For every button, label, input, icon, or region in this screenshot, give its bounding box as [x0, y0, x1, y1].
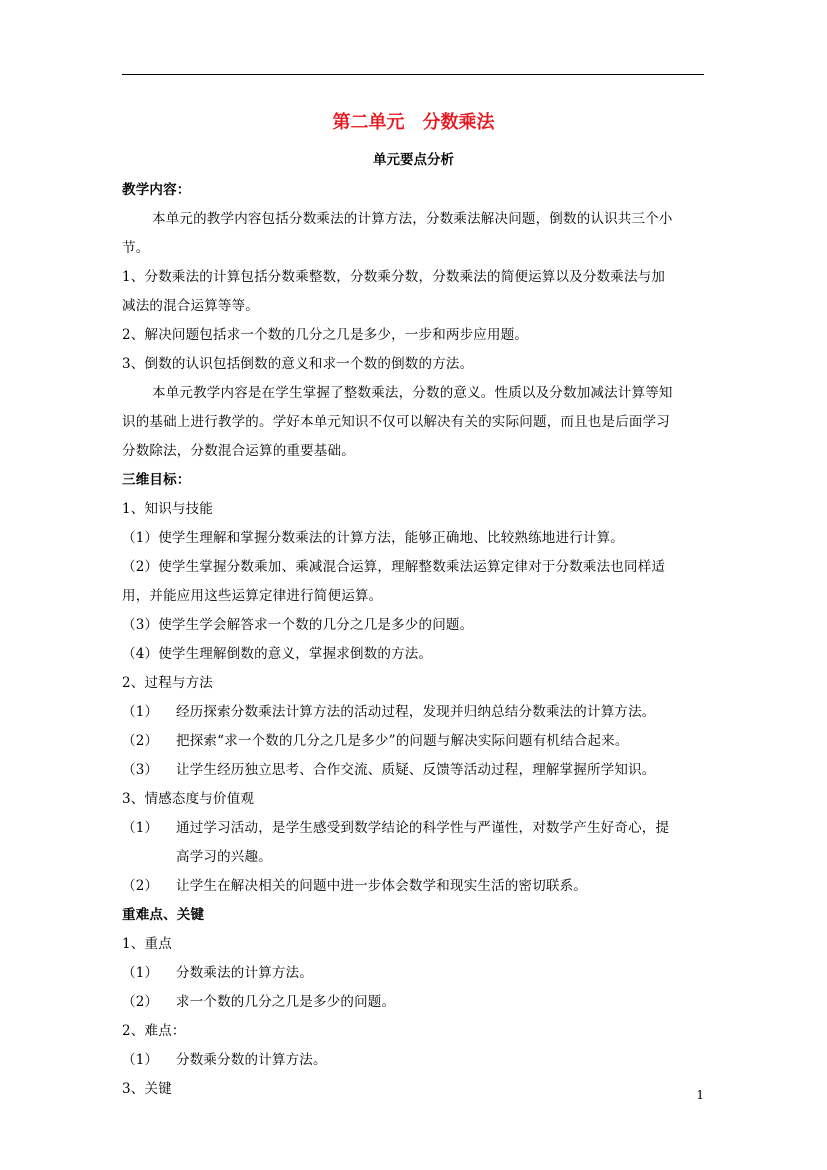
- item-text: 经历探索分数乘法计算方法的活动过程，发现并归纳总结分数乘法的计算方法。: [176, 704, 656, 720]
- numbered-item: [122, 698, 704, 727]
- text-line: 节。: [122, 240, 150, 256]
- text-line: 1、知识与技能: [122, 501, 213, 517]
- text-line: 3、关键: [122, 1081, 172, 1097]
- numbered-item: [122, 814, 704, 843]
- text-line: 本单元教学内容是在学生掌握了整数乘法，分数的意义。性质以及分数加减法计算等知: [152, 385, 673, 401]
- section-heading: 教学内容：: [122, 182, 191, 198]
- document-body: [122, 176, 704, 1104]
- item-number: （2）: [122, 733, 159, 749]
- header-rule: [122, 74, 704, 75]
- page-number: 1: [696, 1088, 704, 1102]
- numbered-item: [122, 988, 704, 1017]
- text-line: 3、倒数的认识包括倒数的意义和求一个数的倒数的方法。: [122, 356, 474, 372]
- item-text: 分数乘分数的计算方法。: [176, 1052, 327, 1068]
- numbered-item: [122, 756, 704, 785]
- text-line: 用，并能应用这些运算定律进行简便运算。: [122, 588, 383, 604]
- text-line: 2、解决问题包括求一个数的几分之几是多少，一步和两步应用题。: [122, 327, 529, 343]
- text-line: （4）使学生理解倒数的意义，掌握求倒数的方法。: [122, 646, 433, 662]
- section-heading: 三维目标：: [122, 472, 191, 488]
- text-line: 减法的混合运算等等。: [122, 298, 259, 314]
- item-text: 让学生在解决相关的问题中进一步体会数学和现实生活的密切联系。: [176, 878, 587, 894]
- item-number: （1）: [122, 820, 159, 836]
- numbered-item: [122, 872, 704, 901]
- text-line: （2）使学生掌握分数乘加、乘减混合运算，理解整数乘法运算定律对于分数乘法也同样适: [122, 559, 666, 575]
- text-line: 高学习的兴趣。: [176, 849, 272, 865]
- numbered-item: [122, 959, 704, 988]
- text-line: 3、情感态度与价值观: [122, 791, 255, 807]
- item-text: 分数乘法的计算方法。: [176, 965, 313, 981]
- numbered-item: [122, 1046, 704, 1075]
- item-number: （2）: [122, 878, 159, 894]
- text-line: 识的基础上进行教学的。学好本单元知识不仅可以解决有关的实际问题，而且也是后面学习: [122, 414, 670, 430]
- text-line: 2、难点：: [122, 1023, 186, 1039]
- text-line: 1、分数乘法的计算包括分数乘整数，分数乘分数，分数乘法的简便运算以及分数乘法与加: [122, 269, 666, 285]
- item-text: 求一个数的几分之几是多少的问题。: [176, 994, 396, 1010]
- section-subtitle: 单元要点分析: [373, 152, 454, 168]
- text-line: 1、重点: [122, 936, 172, 952]
- item-number: （3）: [122, 762, 159, 778]
- item-number: （2）: [122, 994, 159, 1010]
- text-line: 本单元的教学内容包括分数乘法的计算方法，分数乘法解决问题，倒数的认识共三个小: [152, 211, 673, 227]
- text-line: （1）使学生理解和掌握分数乘法的计算方法，能够正确地、比较熟练地进行计算。: [122, 530, 624, 546]
- text-line: 分数除法，分数混合运算的重要基础。: [122, 443, 355, 459]
- item-text: 把探索“求一个数的几分之几是多少”的问题与解决实际问题有机结合起来。: [176, 733, 629, 749]
- item-text: 让学生经历独立思考、合作交流、质疑、反馈等活动过程，理解掌握所学知识。: [176, 762, 656, 778]
- item-number: （1）: [122, 704, 159, 720]
- section-heading: 重难点、关键: [122, 907, 205, 923]
- item-text: 通过学习活动，是学生感受到数学结论的科学性与严谨性，对数学产生好奇心，提: [176, 820, 670, 836]
- item-number: （1）: [122, 965, 159, 981]
- text-line: （3）使学生学会解答求一个数的几分之几是多少的问题。: [122, 617, 474, 633]
- numbered-item: [122, 727, 704, 756]
- text-line: 2、过程与方法: [122, 675, 213, 691]
- item-number: （1）: [122, 1052, 159, 1068]
- unit-title: 第二单元 分数乘法: [332, 112, 495, 133]
